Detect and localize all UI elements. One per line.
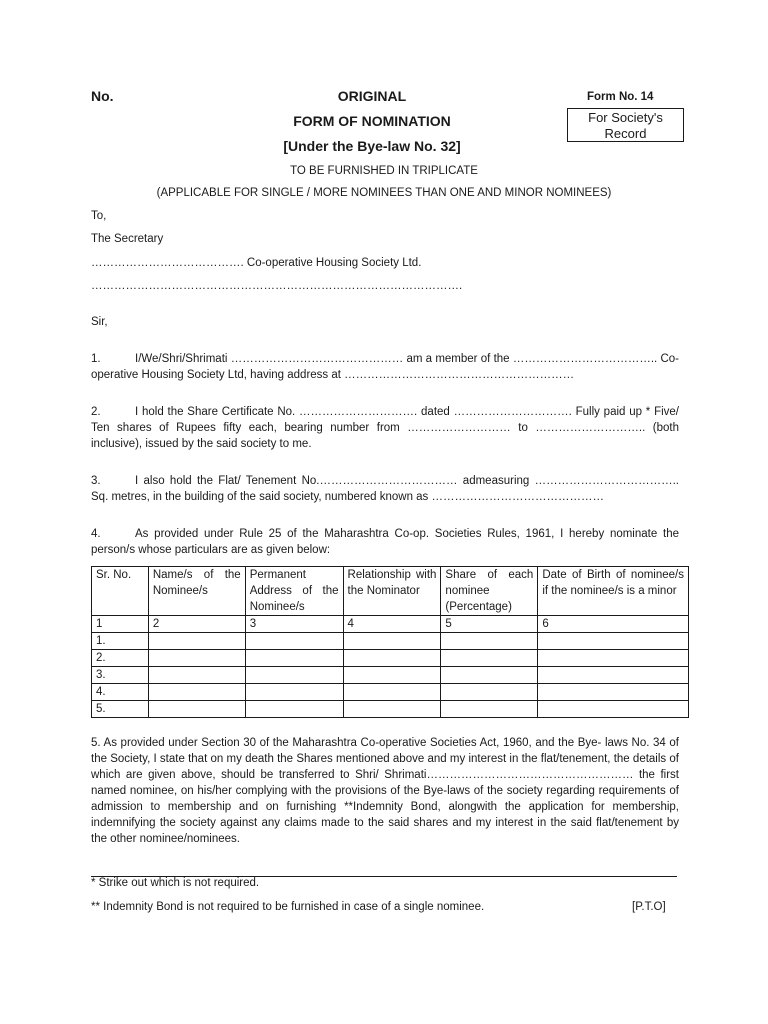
- number-label: No.: [91, 88, 114, 104]
- header-permanent-address: Permanent Address of the Nominee/s: [245, 567, 343, 616]
- form-number: Form No. 14: [587, 91, 654, 103]
- address-cell[interactable]: [245, 650, 343, 667]
- paragraph-4-number: 4.: [91, 528, 101, 540]
- table-header-row: [92, 567, 689, 616]
- address-cell[interactable]: [245, 701, 343, 718]
- share-cell[interactable]: [441, 701, 538, 718]
- society-record-box: [567, 108, 684, 142]
- relationship-cell[interactable]: [343, 684, 441, 701]
- nominee-table: [91, 566, 689, 718]
- bye-law-reference: [Under the Bye-law No. 32]: [283, 138, 461, 154]
- paragraph-4-text: As provided under Rule 25 of the Maharashtra Co-op. Societies Rules, 1961, I hereby nominate the person/s whose particulars are as given below:: [91, 528, 679, 556]
- record-box-line1: For Society's: [588, 110, 663, 125]
- paragraph-3-text: I also hold the Flat/ Tenement No.……………………………… admeasuring ……………………………….. Sq. metres, in the building of the said society, numbered known as ………………………………………: [91, 475, 679, 503]
- relationship-cell[interactable]: [343, 633, 441, 650]
- nominee-name-cell[interactable]: [148, 667, 245, 684]
- header-share: Share of each nominee (Percentage): [441, 567, 538, 616]
- table-row: [92, 633, 689, 650]
- relationship-cell[interactable]: [343, 701, 441, 718]
- row-number: 4.: [92, 684, 149, 701]
- column-number: 1: [92, 616, 149, 633]
- to-line: To,: [91, 210, 107, 222]
- row-number: 2.: [92, 650, 149, 667]
- applicability-note: (APPLICABLE FOR SINGLE / MORE NOMINEES THAN ONE AND MINOR NOMINEES): [156, 187, 612, 199]
- column-number: 3: [245, 616, 343, 633]
- column-number-row: [92, 616, 689, 633]
- nominee-name-cell[interactable]: [148, 633, 245, 650]
- relationship-cell[interactable]: [343, 667, 441, 684]
- original-title: ORIGINAL: [337, 88, 407, 104]
- paragraph-3: [91, 473, 679, 505]
- share-cell[interactable]: [441, 633, 538, 650]
- relationship-cell[interactable]: [343, 650, 441, 667]
- share-cell[interactable]: [441, 684, 538, 701]
- dob-cell[interactable]: [538, 684, 689, 701]
- secretary-line: The Secretary: [91, 233, 164, 245]
- address-cell[interactable]: [245, 684, 343, 701]
- header-nominee-name: Name/s of the Nominee/s: [148, 567, 245, 616]
- table-row: [92, 684, 689, 701]
- paragraph-2-number: 2.: [91, 406, 101, 418]
- society-name-line: …………………………………. Co-operative Housing Society Ltd.: [91, 257, 422, 269]
- footnote-indemnity: ** Indemnity Bond is not required to be furnished in case of a single nominee.: [91, 901, 485, 913]
- row-number: 1.: [92, 633, 149, 650]
- column-number: 5: [441, 616, 538, 633]
- row-number: 3.: [92, 667, 149, 684]
- triplicate-note: TO BE FURNISHED IN TRIPLICATE: [290, 165, 478, 177]
- share-cell[interactable]: [441, 667, 538, 684]
- paragraph-4: [91, 526, 679, 558]
- table-row: [92, 650, 689, 667]
- dob-cell[interactable]: [538, 650, 689, 667]
- share-cell[interactable]: [441, 650, 538, 667]
- please-turn-over: [P.T.O]: [632, 901, 666, 913]
- dob-cell[interactable]: [538, 633, 689, 650]
- paragraph-2: [91, 404, 679, 452]
- record-box-line2: Record: [604, 126, 647, 141]
- salutation: Sir,: [91, 316, 108, 328]
- column-number: 2: [148, 616, 245, 633]
- dob-cell[interactable]: [538, 667, 689, 684]
- address-blank-line: …………………………………………………………………………………….: [91, 280, 463, 292]
- paragraph-3-number: 3.: [91, 475, 101, 487]
- address-cell[interactable]: [245, 633, 343, 650]
- nominee-name-cell[interactable]: [148, 684, 245, 701]
- column-number: 6: [538, 616, 689, 633]
- nominee-name-cell[interactable]: [148, 701, 245, 718]
- paragraph-1-text: I/We/Shri/Shrimati ……………………………………… am a member of the ……………………………….. Co-operative Housing Society Ltd, having address at ……………………………………………………: [91, 353, 679, 381]
- paragraph-1-number: 1.: [91, 353, 101, 365]
- nominee-name-cell[interactable]: [148, 650, 245, 667]
- paragraph-1: [91, 351, 679, 383]
- header-relationship: Relationship with the Nominator: [343, 567, 441, 616]
- row-number: 5.: [92, 701, 149, 718]
- dob-cell[interactable]: [538, 701, 689, 718]
- table-row: [92, 701, 689, 718]
- paragraph-5: 5. As provided under Section 30 of the Maharashtra Co-operative Societies Act, 1960, and the Bye- laws No. 34 of the Society, I state that on my death the Shares mentioned above and my interest in the flat/tenement, the details of which are given above, should be transferred to Shri/ Shrimati……………………………………………… the first named nominee, on his/her complying with the provisions of the Bye-laws of the society regarding requirements of admission to membership and on furnishing **Indemnity Bond, alongwith the application for membership, indemnifying the society against any claims made to the said shares and my interest in the said flat/tenement by the other nominee/nominees.: [91, 737, 679, 845]
- paragraph-2-text: I hold the Share Certificate No. …………………………. dated …………………………. Fully paid up * Five/ Ten shares of Rupees fifty each, bearing number from ……………………… to ……………………….. (both inclusive), issued by the said society to me.: [91, 406, 679, 450]
- column-number: 4: [343, 616, 441, 633]
- header-date-of-birth: Date of Birth of nominee/s if the nominee/s is a minor: [538, 567, 689, 616]
- address-cell[interactable]: [245, 667, 343, 684]
- table-row: [92, 667, 689, 684]
- footnote-strike-out: * Strike out which is not required.: [91, 877, 260, 889]
- header-sr-no: Sr. No.: [92, 567, 149, 616]
- form-title: FORM OF NOMINATION: [293, 113, 451, 129]
